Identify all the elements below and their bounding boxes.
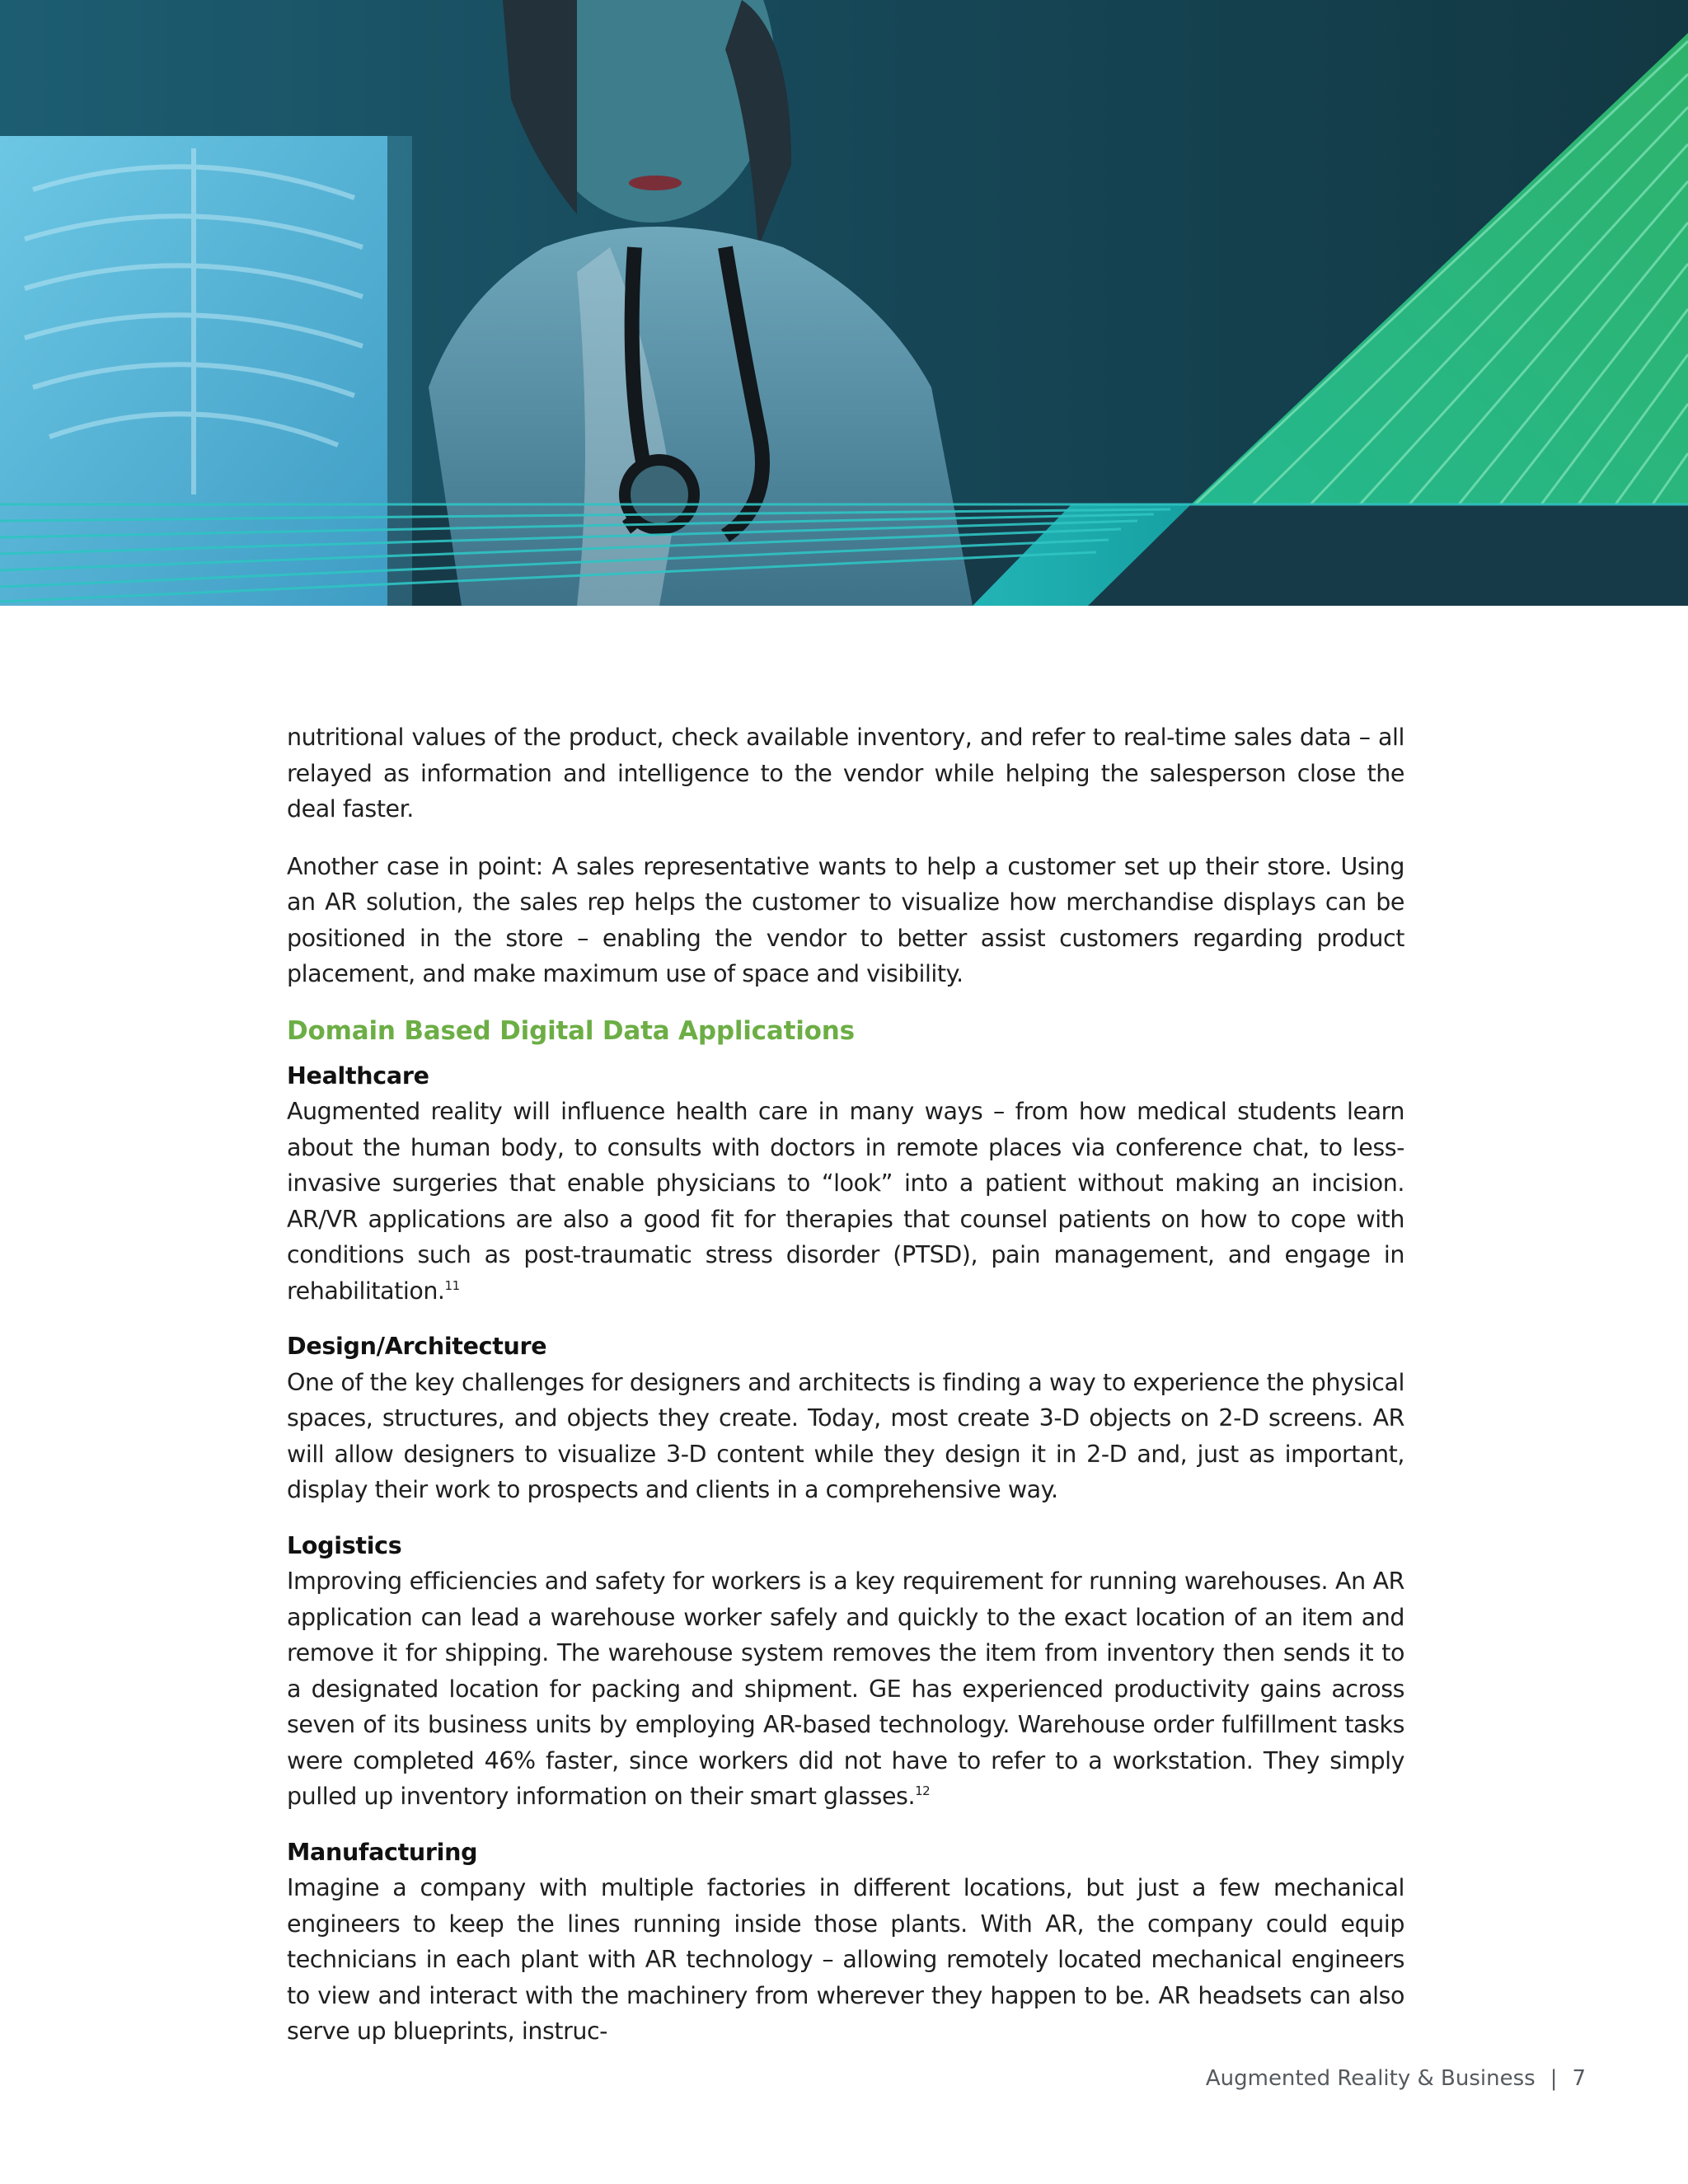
section-healthcare (287, 1058, 1404, 1310)
section-logistics (287, 1528, 1404, 1815)
paragraph-manufacturing: Imagine a company with multiple factories in different locations, but just a few mechanical engineers to keep the lines running inside those plants. With AR, the company could equip technicians in each plant with AR technology – allowing remotely located mechanical engineers to view and interact with the machinery from wherever they happen to be. AR headsets can also serve up blueprints, instruc- (287, 1874, 1404, 2045)
page-footer (1206, 2064, 1586, 2093)
paragraph-logistics (287, 1563, 1404, 1815)
subheading-design-architecture: Design/Architecture (287, 1333, 547, 1360)
hero-image (0, 0, 1688, 606)
section-manufacturing (287, 1835, 1404, 2050)
section-design-architecture (287, 1329, 1404, 1508)
intro-paragraph-2: Another case in point: A sales representative wants to help a customer set up their store. Using an AR solution, the sales rep helps the customer to visualize how merchandise displays can be positioned in the store – enabling the vendor to better assist customers regarding product placement, and make maximum use of space and visibility. (287, 852, 1404, 987)
section-title: Domain Based Digital Data Applications (287, 1015, 855, 1046)
footer-separator: | (1550, 2066, 1558, 2091)
healthcare-text: Augmented reality will influence health care in many ways – from how medical students learn about the human body, to consults with doctors in remote places via conference chat, to less-invasive surgeries that enable physicians to “look” into a patient without making an incision. AR/VR applications are also a good fit for therapies that counsel patients on how to cope with conditions such as post-traumatic stress disorder (PTSD), pain management, and engage in rehabilitation. (287, 1098, 1404, 1305)
page-number: 7 (1572, 2066, 1586, 2091)
subheading-healthcare: Healthcare (287, 1062, 429, 1090)
intro-paragraph-1: nutritional values of the product, check available inventory, and refer to real-time sales data – all relayed as information and intelligence to the vendor while helping the salesperson close the deal faster. (287, 724, 1404, 823)
logistics-text: Improving efficiencies and safety for workers is a key requirement for running warehouses. An AR application can lead a warehouse worker safely and quickly to the exact location of an item and remove it for shipping. The warehouse system removes the item from inventory then sends it to a designated location for packing and shipment. GE has experienced productivity gains across seven of its business units by employing AR-based technology. Warehouse order fulfillment tasks were completed 46% faster, since workers did not have to refer to a workstation. They simply pulled up inventory information on their smart glasses. (287, 1568, 1404, 1810)
article-body (287, 719, 1404, 2069)
footnote-marker: 12 (915, 1783, 931, 1798)
paragraph-design-architecture: One of the key challenges for designers and architects is finding a way to experience the physical spaces, structures, and objects they create. Today, most create 3-D objects on 2-D screens. AR will allow designers to visualize 3-D content while they design it in 2-D and, just as important, display their work to prospects and clients in a comprehensive way. (287, 1368, 1404, 1503)
footnote-marker: 11 (444, 1277, 460, 1293)
subheading-manufacturing: Manufacturing (287, 1838, 478, 1866)
footer-title: Augmented Reality & Business (1205, 2066, 1536, 2091)
paragraph-healthcare (287, 1094, 1404, 1309)
subheading-logistics: Logistics (287, 1531, 402, 1559)
